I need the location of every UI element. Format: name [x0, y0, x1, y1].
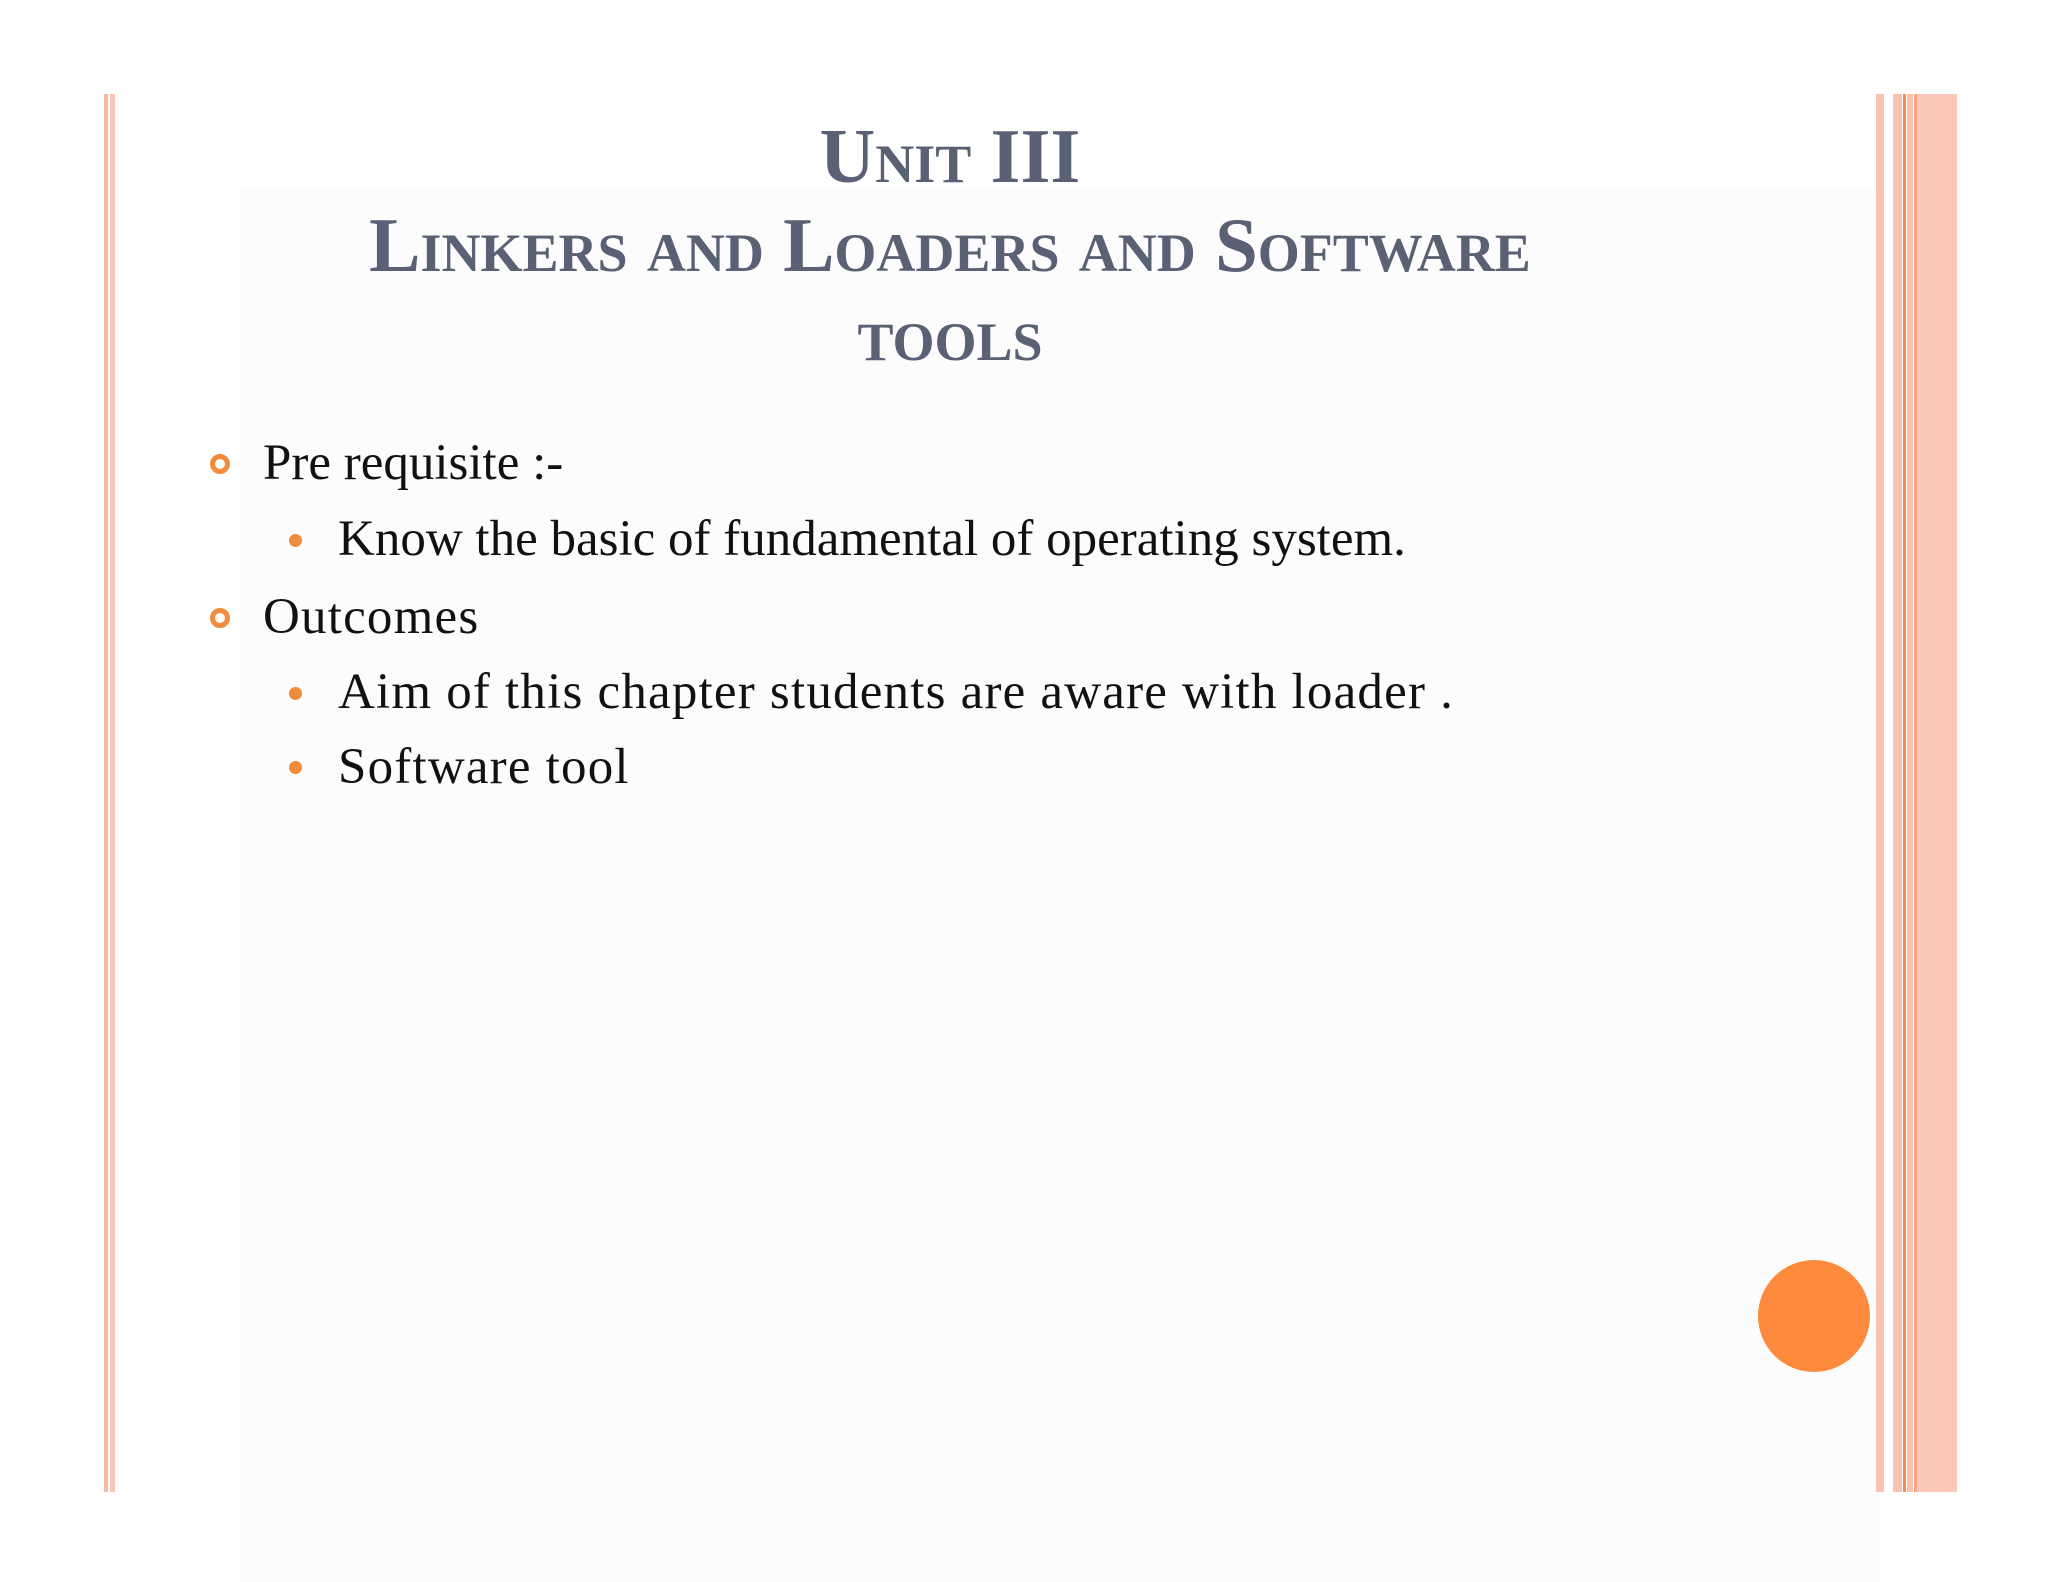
right-border-accent-line	[1903, 94, 1906, 1492]
filled-dot-bullet-icon	[289, 534, 302, 547]
list-item-prerequisite: Pre requisite :-	[263, 435, 564, 491]
sub-list-item: Aim of this chapter students are aware with loader .	[338, 664, 1455, 720]
right-border-band	[1907, 94, 1913, 1492]
title-line-1: Unit III	[819, 113, 1081, 199]
left-border-line	[110, 94, 115, 1492]
slide-background	[240, 190, 1880, 1582]
right-border-band	[1917, 94, 1957, 1492]
filled-dot-bullet-icon	[289, 761, 302, 774]
title-line-2: Linkers and Loaders and Software	[369, 202, 1531, 288]
left-border-line	[104, 94, 108, 1492]
sub-list-item: Know the basic of fundamental of operating system.	[338, 511, 1406, 567]
slide-title	[200, 112, 1700, 379]
right-border-line	[1876, 94, 1884, 1492]
title-line-3: tools	[857, 291, 1043, 377]
list-item-outcomes: Outcomes	[263, 589, 480, 645]
hollow-circle-bullet-icon	[210, 608, 230, 628]
right-border-band	[1893, 94, 1902, 1492]
hollow-circle-bullet-icon	[210, 454, 230, 474]
sub-list-item: Software tool	[338, 739, 630, 795]
orange-circle-decoration	[1758, 1260, 1870, 1372]
filled-dot-bullet-icon	[289, 687, 302, 700]
